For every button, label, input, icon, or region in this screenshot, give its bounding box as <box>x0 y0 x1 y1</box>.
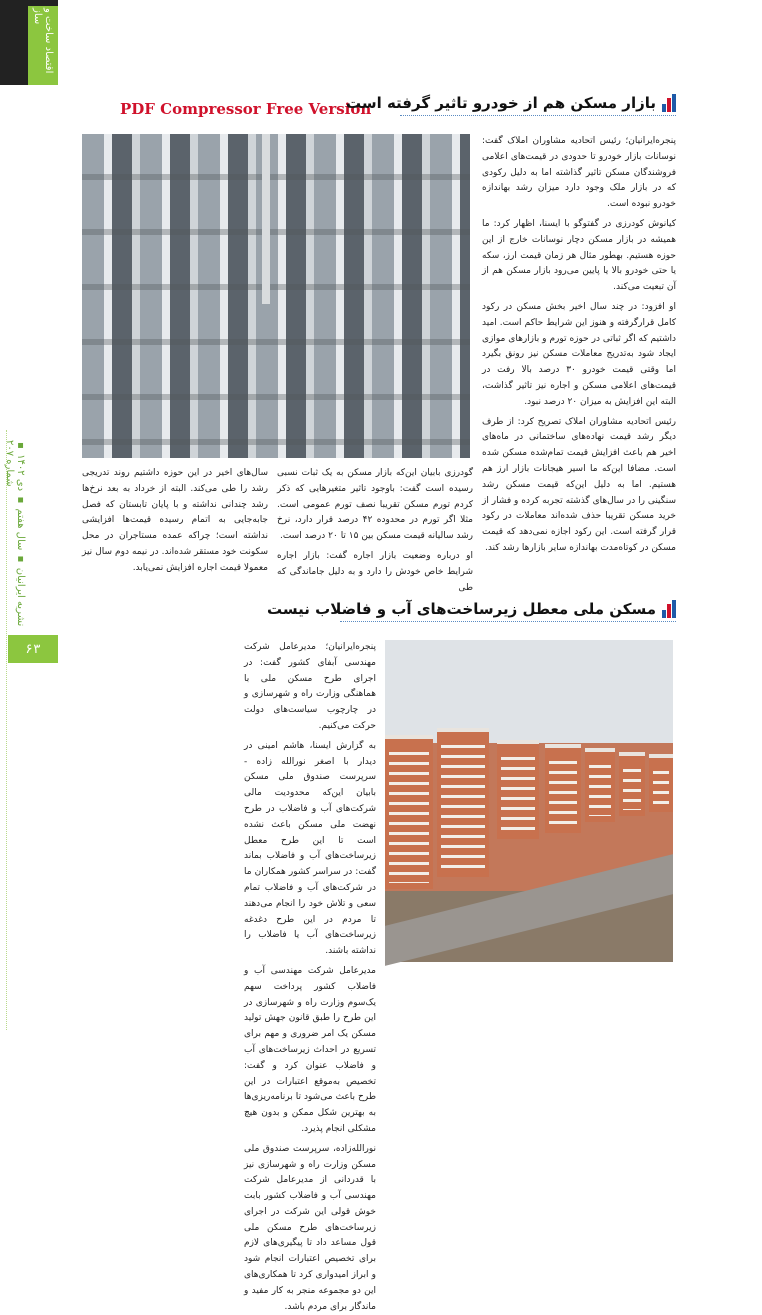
article2-body <box>244 640 376 1312</box>
article1-title: بازار مسکن هم از خودرو تاثیر گرفته است <box>345 94 656 112</box>
article1-title-row <box>345 92 676 114</box>
article1-paragraph: پنجره‌ایرانیان؛ رئیس اتحادیه مشاوران املاک گفت: نوسانات بازار خودرو تا حدودی در قیمت‌های اعلامی فروشندگان مسکن تاثیر گذاشته اما به دلیل رکودی که در بازار ملک وجود دارد میزان رشد بهاندازه خودرو نبوده است. <box>482 136 676 210</box>
article2-title: مسکن ملی معطل زیرساخت‌های آب و فاضلاب نیست <box>267 600 656 618</box>
article1-paragraph: کیانوش کودرزی در گفتوگو با ایسنا، اظهار کرد: ما همیشه در بازار مسکن دچار نوسانات خارج از این حوزه هستیم. بهطور مثال هر زمان قیمت ارز، سکه یا حتی خودرو بالا یا پایین می‌رود بازار مسکن هم از آن تبعیت می‌کند. <box>482 218 676 293</box>
article1-column-right <box>482 134 676 589</box>
article1-paragraph: او درباره وضعیت بازار اجاره گفت: بازار اجاره شرایط خاص خودش را دارد و به دلیل جاماندگی که طی <box>277 550 473 593</box>
article1-column-middle <box>277 466 474 593</box>
bar-chart-icon <box>662 94 676 112</box>
magazine-issue-line: نشریه ایرانیان ▪ سال هفتم ▪ دی ۱۴۰۲ ▪ شماره ۲۰۷ <box>4 440 26 627</box>
article2-title-rule <box>340 621 676 622</box>
article2-title-row <box>267 598 676 620</box>
article1-paragraph: گودرزی بابیان این‌که بازار مسکن به یک ثبات نسبی رسیده است گفت: باوجود تاثیر متغیرهایی که ذکر کردم تورم مسکن تقریبا نصف تورم عمومی است. مثلا اگر تورم در محدوده ۴۲ درصد قرار دارد، نرخ رشد سالیانه قیمت مسکن بین ۱۵ تا ۲۰ درصد است. <box>277 468 474 542</box>
article2-paragraph: مدیرعامل شرکت مهندسی آب و فاضلاب کشور پرداخت سهم یک‌سوم وزارت راه و شهرسازی در این طرح را طبق قانون جهش تولید مسکن یک امر ضروری و مهم برای تسریع در احداث زیرساخت‌های آب و فاضلاب عنوان کرد و گفت: تخصیص به‌موقع اعتبارات در این طرح باعث می‌شود تا برنامه‌ریزی‌ها به بهترین شکل ممکن و بدون هیچ مشکلی انجام پذیرد. <box>244 965 376 1134</box>
article1-paragraph: رئیس اتحادیه مشاوران املاک تصریح کرد: از طرف دیگر رشد قیمت نهاده‌های ساختمانی در ماه‌های اخیر هم باعث افزایش قیمت تمام‌شده مسکن شده است. مضافا این‌که ما اسیر هیجانات بازار ارز هم هستیم. اما به دلیل این‌که قیمت مسکن رشد سنگینی را در سال‌های گذشته تجربه کرده و فشار از خرید مسکن تقریبا حذف شده‌اند معاملات در رکود قرار گرفته است. این رکود اجازه نمی‌دهد که قیمت مسکن در کوتاه‌مدت بهاندازه سایر بازارها رشد کند. <box>482 416 676 553</box>
page-number: ۶۳ <box>8 635 58 663</box>
article2-paragraph: به گزارش ایسنا، هاشم امینی در دیدار با اصغر نورالله زاده - سرپرست صندوق ملی مسکن بابیان این‌که محدودیت مالی شرکت‌های آب و فاضلاب در طرح نهضت ملی مسکن باعث نشده است تا این طرح معطل زیرساخت‌های آب و فاضلاب بماند گفت: در سراسر کشور همکاران ما در شرکت‌های آب و فاضلاب تمام سعی و تلاش خود را انجام می‌دهند تا مردم در این طرح دغدغه زیرساخت‌های آب یا فاضلاب را نداشته باشند. <box>244 740 376 957</box>
article1-paragraph: او افزود: در چند سال اخیر بخش مسکن در رکود کامل قرارگرفته و هنوز این شرایط حاکم است. امید داشتیم که اگر ثباتی در حوزه تورم و بازارهای موازی ایجاد شود به‌تدریج معاملات مسکن نیز رونق بگیرد اما وقتی قیمت خودرو ۳۰ درصد بالا رفت در قیمت‌های اعلامی مسکن و اجاره نیز تاثیر گذاشت، البته این افزایش به میزان ۲۰ درصد نبود. <box>482 301 676 407</box>
article1-title-rule <box>400 115 676 116</box>
section-tab-label: اقتصاد ساخت و ساز <box>32 8 54 74</box>
housing-project-photo <box>385 640 673 962</box>
pdf-watermark: PDF Compressor Free Version <box>120 100 372 118</box>
parking-lot-photo <box>82 134 470 458</box>
light-pole <box>262 134 270 304</box>
article2-paragraph: نورالله‌زاده، سرپرست صندوق ملی مسکن وزارت راه و شهرسازی نیز با قدردانی از مدیرعامل شرکت مهندسی آب و فاضلاب کشور بابت خوش قولی این شرکت در اجرای زیرساخت‌های طرح مسکن ملی قول مساعد داد تا پیگیری‌های لازم برای تخصیص اعتبارات انجام شود و ابراز امیدواری کرد تا همکاری‌های این دو مجموعه منجر به کار مفید و ماندگار برای مردم باشد. <box>244 1143 376 1312</box>
bar-chart-icon <box>662 600 676 618</box>
article1-paragraph: سال‌های اخیر در این حوزه داشتیم روند تدریجی رشد را طی می‌کند. البته از خرداد به بعد نرخ‌ها رشد چندانی نداشته و با پایان تابستان که فصل جابه‌جایی به اتمام رسیده قیمت‌ها افزایشی نداشته است؛ چراکه عمده مستاجران در محل سکونت خود مستقر شده‌اند. در نیمه دوم سال نیز معمولا قیمت اجاره افزایش نمی‌یابد. <box>82 468 268 573</box>
article1-column-left <box>82 466 268 590</box>
article2-paragraph: پنجره‌ایرانیان؛ مدیرعامل شرکت مهندسی آبفای کشور گفت: در اجرای طرح مسکن ملی با هماهنگی وزارت راه و شهرسازی و در چارچوب سیاست‌های دولت حرکت می‌کنیم. <box>244 642 376 731</box>
